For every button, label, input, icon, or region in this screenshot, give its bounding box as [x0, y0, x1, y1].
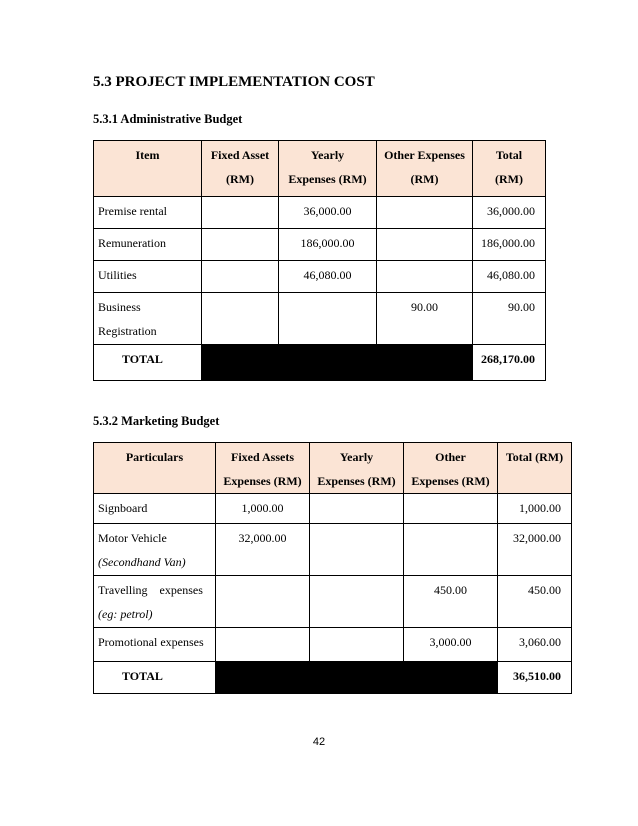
section-heading: 5.3 PROJECT IMPLEMENTATION COST: [93, 74, 375, 90]
cell-fixed: [202, 293, 279, 345]
cell-yearly: [279, 293, 377, 345]
header-item: Item: [94, 141, 202, 197]
cell-fixed: [202, 229, 279, 261]
cell-item: Travelling expenses (eg: petrol): [94, 576, 216, 628]
cell-other: [404, 524, 498, 576]
table-row: [94, 197, 546, 229]
header-yearly-expenses: Yearly Expenses (RM): [310, 443, 404, 494]
total-row: [94, 662, 572, 694]
cell-other: [377, 197, 473, 229]
table-row: [94, 293, 546, 345]
cell-total: 3,060.00: [498, 628, 572, 662]
total-value: 268,170.00: [473, 345, 546, 381]
cell-item: Utilities: [94, 261, 202, 293]
cell-yearly: [310, 628, 404, 662]
cell-fixed: 32,000.00: [216, 524, 310, 576]
header-total: Total (RM): [498, 443, 572, 494]
cell-other: [377, 229, 473, 261]
cell-total: 186,000.00: [473, 229, 546, 261]
cell-fixed: 1,000.00: [216, 494, 310, 524]
cell-other: 90.00: [377, 293, 473, 345]
cell-item: Remuneration: [94, 229, 202, 261]
total-row: [94, 345, 546, 381]
cell-other: 3,000.00: [404, 628, 498, 662]
cell-item: Premise rental: [94, 197, 202, 229]
marketing-budget-table: [93, 442, 572, 694]
marketing-header-row: [94, 443, 572, 494]
cell-fixed: [216, 576, 310, 628]
table-row: [94, 628, 572, 662]
cell-total: 450.00: [498, 576, 572, 628]
cell-total: 36,000.00: [473, 197, 546, 229]
admin-header-row: [94, 141, 546, 197]
cell-total: 32,000.00: [498, 524, 572, 576]
admin-budget-title: 5.3.1 Administrative Budget: [93, 112, 243, 126]
table-row: [94, 261, 546, 293]
header-other-expenses: Other Expenses (RM): [404, 443, 498, 494]
cell-other: [404, 494, 498, 524]
blacked-cell: [202, 345, 279, 381]
table-row: [94, 494, 572, 524]
blacked-cell: [377, 345, 473, 381]
marketing-budget-title: 5.3.2 Marketing Budget: [93, 414, 220, 428]
cell-item: Promotional expenses: [94, 628, 216, 662]
blacked-cell: [279, 345, 377, 381]
cell-fixed: [202, 261, 279, 293]
total-label: TOTAL: [94, 662, 216, 694]
cell-total: 90.00: [473, 293, 546, 345]
total-label: TOTAL: [94, 345, 202, 381]
header-fixed-asset: Fixed Asset (RM): [202, 141, 279, 197]
cell-yearly: [310, 494, 404, 524]
cell-total: 1,000.00: [498, 494, 572, 524]
table-row: [94, 576, 572, 628]
header-fixed-assets: Fixed Assets Expenses (RM): [216, 443, 310, 494]
blacked-cell: [216, 662, 310, 694]
cell-item: Business Registration: [94, 293, 202, 345]
header-other-expenses: Other Expenses (RM): [377, 141, 473, 197]
table-row: [94, 524, 572, 576]
cell-yearly: 46,080.00: [279, 261, 377, 293]
header-yearly-expenses: Yearly Expenses (RM): [279, 141, 377, 197]
header-total: Total (RM): [473, 141, 546, 197]
cell-yearly: [310, 524, 404, 576]
cell-other: [377, 261, 473, 293]
cell-yearly: 186,000.00: [279, 229, 377, 261]
cell-item: Motor Vehicle (Secondhand Van): [94, 524, 216, 576]
cell-other: 450.00: [404, 576, 498, 628]
blacked-cell: [404, 662, 498, 694]
total-value: 36,510.00: [498, 662, 572, 694]
cell-total: 46,080.00: [473, 261, 546, 293]
cell-item: Signboard: [94, 494, 216, 524]
table-row: [94, 229, 546, 261]
header-particulars: Particulars: [94, 443, 216, 494]
page-number: 42: [312, 736, 326, 748]
cell-fixed: [202, 197, 279, 229]
blacked-cell: [310, 662, 404, 694]
admin-budget-table: [93, 140, 546, 381]
cell-fixed: [216, 628, 310, 662]
cell-yearly: [310, 576, 404, 628]
cell-yearly: 36,000.00: [279, 197, 377, 229]
